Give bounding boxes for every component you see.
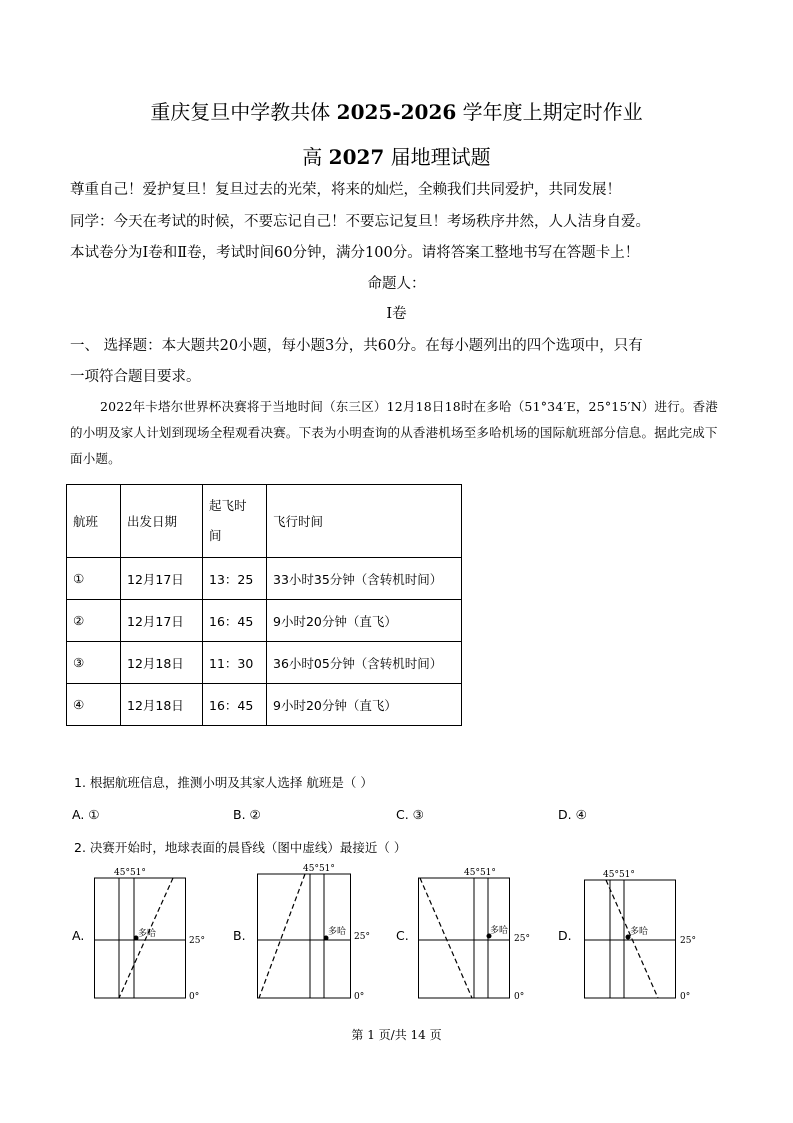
equator-label: 0° bbox=[354, 992, 365, 1002]
equator-label: 0° bbox=[680, 992, 691, 1002]
city-label: 多哈 bbox=[630, 927, 649, 937]
meridian-label: 45°51° bbox=[464, 868, 496, 878]
city-label: 多哈 bbox=[490, 926, 509, 936]
terminator-diagram-a bbox=[94, 866, 216, 1006]
table-cell: 16：45 bbox=[203, 684, 267, 726]
latitude-label: 25° bbox=[354, 932, 370, 942]
section-heading-line2: 一项符合题目要求。 bbox=[70, 369, 201, 385]
equator-label: 0° bbox=[189, 992, 200, 1002]
table-cell: ③ bbox=[67, 642, 121, 684]
table-header-row bbox=[67, 485, 462, 558]
question-2-option-c[interactable]: C. bbox=[396, 928, 409, 943]
table-cell: ② bbox=[67, 600, 121, 642]
question-1-stem: 1. 根据航班信息，推测小明及其家人选择 航班是（ ） bbox=[74, 775, 373, 790]
table-cell: 33小时35分钟（含转机时间） bbox=[267, 558, 462, 600]
terminator-diagram-b bbox=[257, 864, 379, 1006]
table-cell: 13：25 bbox=[203, 558, 267, 600]
notice-line-3: 本试卷分为Ⅰ卷和Ⅱ卷，考试时间60分钟，满分100分。请将答案工整地书写在答题卡上！ bbox=[70, 245, 640, 261]
city-label: 多哈 bbox=[138, 929, 157, 939]
table-row bbox=[67, 600, 462, 642]
page-footer: 第 1 页/共 14 页 bbox=[351, 1028, 442, 1042]
table-header-cell: 出发日期 bbox=[121, 485, 203, 558]
exam-title-line2: 高 2027 届地理试题 bbox=[302, 145, 491, 169]
table-header-cell: 飞行时间 bbox=[267, 485, 462, 558]
question-2-option-d[interactable]: D. bbox=[558, 928, 572, 943]
table-cell: ① bbox=[67, 558, 121, 600]
question-1-option-b[interactable]: B. ② bbox=[233, 807, 261, 822]
question-2-stem: 2. 决赛开始时，地球表面的晨昏线（图中虚线）最接近（ ） bbox=[74, 840, 407, 855]
section-heading-line1: 一、 选择题：本大题共20小题，每小题3分，共60分。在每小题列出的四个选项中，只有 bbox=[70, 338, 643, 354]
latitude-label: 25° bbox=[680, 936, 696, 946]
table-cell: 9小时20分钟（直飞） bbox=[267, 684, 462, 726]
table-cell: 9小时20分钟（直飞） bbox=[267, 600, 462, 642]
author-label: 命题人： bbox=[367, 276, 426, 292]
table-header-cell: 起飞时间 bbox=[203, 485, 267, 558]
latitude-label: 25° bbox=[514, 934, 530, 944]
latitude-label: 25° bbox=[189, 936, 205, 946]
table-cell: 11：30 bbox=[203, 642, 267, 684]
table-cell: 12月18日 bbox=[121, 642, 203, 684]
flight-table bbox=[66, 484, 462, 726]
table-cell: 12月18日 bbox=[121, 684, 203, 726]
question-2-option-b[interactable]: B. bbox=[233, 928, 246, 943]
question-2-option-a[interactable]: A. bbox=[72, 928, 85, 943]
question-1-option-a[interactable]: A. ① bbox=[72, 807, 100, 822]
table-row bbox=[67, 558, 462, 600]
table-header-cell: 航班 bbox=[67, 485, 121, 558]
meridian-label: 45°51° bbox=[303, 864, 335, 874]
table-row bbox=[67, 684, 462, 726]
notice-line-1: 尊重自己！爱护复旦！复旦过去的光荣，将来的灿烂，全赖我们共同爱护，共同发展！ bbox=[70, 182, 621, 198]
question-1-option-c[interactable]: C. ③ bbox=[396, 807, 424, 822]
exam-title-line1: 重庆复旦中学教共体 2025-2026 学年度上期定时作业 bbox=[150, 100, 643, 124]
table-cell: 12月17日 bbox=[121, 600, 203, 642]
meridian-label: 45°51° bbox=[114, 868, 146, 878]
table-cell: ④ bbox=[67, 684, 121, 726]
table-row bbox=[67, 642, 462, 684]
table-cell: 16：45 bbox=[203, 600, 267, 642]
terminator-diagram-c bbox=[418, 866, 540, 1006]
city-label: 多哈 bbox=[328, 927, 347, 937]
table-cell: 12月17日 bbox=[121, 558, 203, 600]
equator-label: 0° bbox=[514, 992, 525, 1002]
question-context: 2022年卡塔尔世界杯决赛将于当地时间（东三区）12月18日18时在多哈（51°34′E，25°15′N）进行。香港的小明及家人计划到现场全程观看决赛。下表为小明查询的从香港机场至多哈机场的国际航班部分信息。据此完成下面小题。 bbox=[70, 399, 718, 466]
meridian-label: 45°51° bbox=[603, 870, 635, 880]
question-1-option-d[interactable]: D. ④ bbox=[558, 807, 587, 822]
volume-label: Ⅰ卷 bbox=[386, 306, 407, 322]
table-cell: 36小时05分钟（含转机时间） bbox=[267, 642, 462, 684]
terminator-diagram-d bbox=[584, 866, 706, 1006]
notice-line-2: 同学：今天在考试的时候，不要忘记自己！不要忘记复旦！考场秩序井然，人人洁身自爱。 bbox=[70, 214, 650, 230]
